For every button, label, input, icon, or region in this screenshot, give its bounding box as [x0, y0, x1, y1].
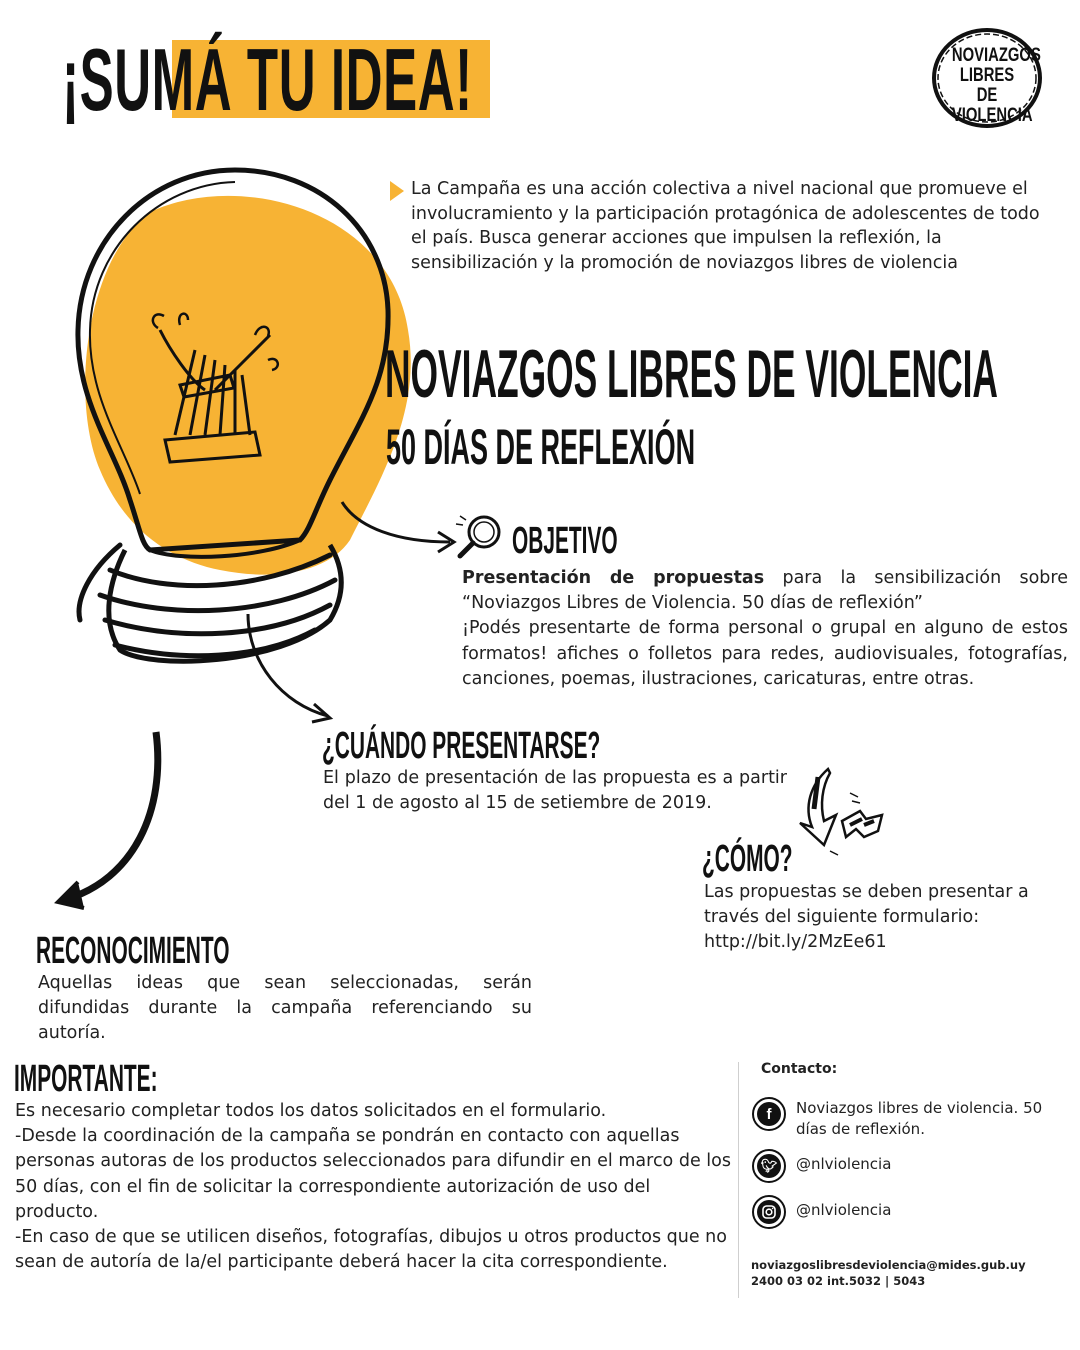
objetivo-line2: ¡Podés presentarte de forma personal o grupal en alguno de estos formatos! afiches o folletos para redes, audiovisuales, fotografías, canciones, poemas, ilustraciones, caricaturas, entre otras. [462, 618, 1068, 689]
twitter-icon[interactable]: 🐦︎ [752, 1149, 786, 1183]
contact-phone: 2400 03 02 int.5032 | 5043 [751, 1274, 926, 1288]
objetivo-bold-lead: Presentación de propuestas [462, 568, 765, 588]
twitter-link[interactable]: @nlviolencia [796, 1155, 892, 1173]
bullet-marker-icon [390, 181, 404, 201]
contact-divider [738, 1062, 739, 1298]
objetivo-line1: para la sensibilización sobre “Noviazgos Libres de Violencia. 50 días de reflexión” [462, 568, 1068, 614]
sub-heading: 50 DÍAS DE REFLEXIÓN [386, 419, 696, 475]
como-text: Las propuestas se deben presentar a través del siguiente formulario: [704, 882, 1029, 927]
facebook-icon[interactable]: f [752, 1097, 786, 1131]
lightbulb-illustration [30, 150, 430, 670]
importante-body [15, 1099, 731, 1275]
arrow-to-reconocimiento-icon [54, 730, 166, 910]
form-link[interactable]: http://bit.ly/2MzEe61 [704, 932, 887, 952]
importante-p2: -Desde la coordinación de la campaña se pondrán en contacto con aquellas personas autoras de los productos seleccionados para difundir en el marco de los 50 días, con el fin de solicitar la correspondiente autorización de uso del producto. [15, 1126, 731, 1222]
arrow-to-cuando-icon [242, 612, 334, 722]
objetivo-body [462, 566, 1068, 692]
arrow-to-objetivo-icon [338, 498, 458, 558]
cuando-heading: ¿CUÁNDO PRESENTARSE? [322, 725, 601, 767]
instagram-icon[interactable] [752, 1195, 786, 1229]
contact-label: Contacto: [761, 1061, 838, 1077]
logo-text: NOVIAZGOS LIBRES DE VIOLENCIA [951, 45, 1041, 126]
cuando-body: El plazo de presentación de las propuesta es a partir del 1 de agosto al 15 de setiembre de 2019. [323, 768, 787, 813]
main-heading: NOVIAZGOS LIBRES DE VIOLENCIA [385, 336, 998, 412]
reconocimiento-heading: RECONOCIMIENTO [36, 930, 230, 972]
downward-arrows-icon [790, 765, 900, 865]
page-title: ¡SUMÁ TU IDEA! [62, 30, 473, 129]
magnifier-icon [452, 510, 508, 566]
importante-p1: Es necesario completar todos los datos solicitados en el formulario. [15, 1101, 607, 1121]
contact-email[interactable]: noviazgoslibresdeviolencia@mides.gub.uy [751, 1258, 1026, 1272]
importante-heading: IMPORTANTE: [14, 1058, 158, 1100]
importante-p3: -En caso de que se utilicen diseños, fotografías, dibujos u otros productos que no sean de autoría de la/el participante deberá hacer la cita correspondiente. [15, 1227, 727, 1273]
reconocimiento-body: Aquellas ideas que sean seleccionadas, serán difundidas durante la campaña referenciando su autoría. [38, 973, 532, 1043]
intro-paragraph: La Campaña es una acción colectiva a nivel nacional que promueve el involucramiento y la participación protagónica de adolescentes de todo el país. Busca generar acciones que impulsen la reflexión, la sensibilización y la promoción de noviazgos libres de violencia [411, 179, 1040, 273]
objetivo-heading: OBJETIVO [512, 520, 618, 562]
como-body [704, 880, 1064, 955]
como-heading: ¿CÓMO? [702, 838, 793, 880]
facebook-link[interactable]: Noviazgos libres de violencia. 50 días de reflexión. [796, 1099, 1043, 1138]
instagram-link[interactable]: @nlviolencia [796, 1201, 892, 1219]
